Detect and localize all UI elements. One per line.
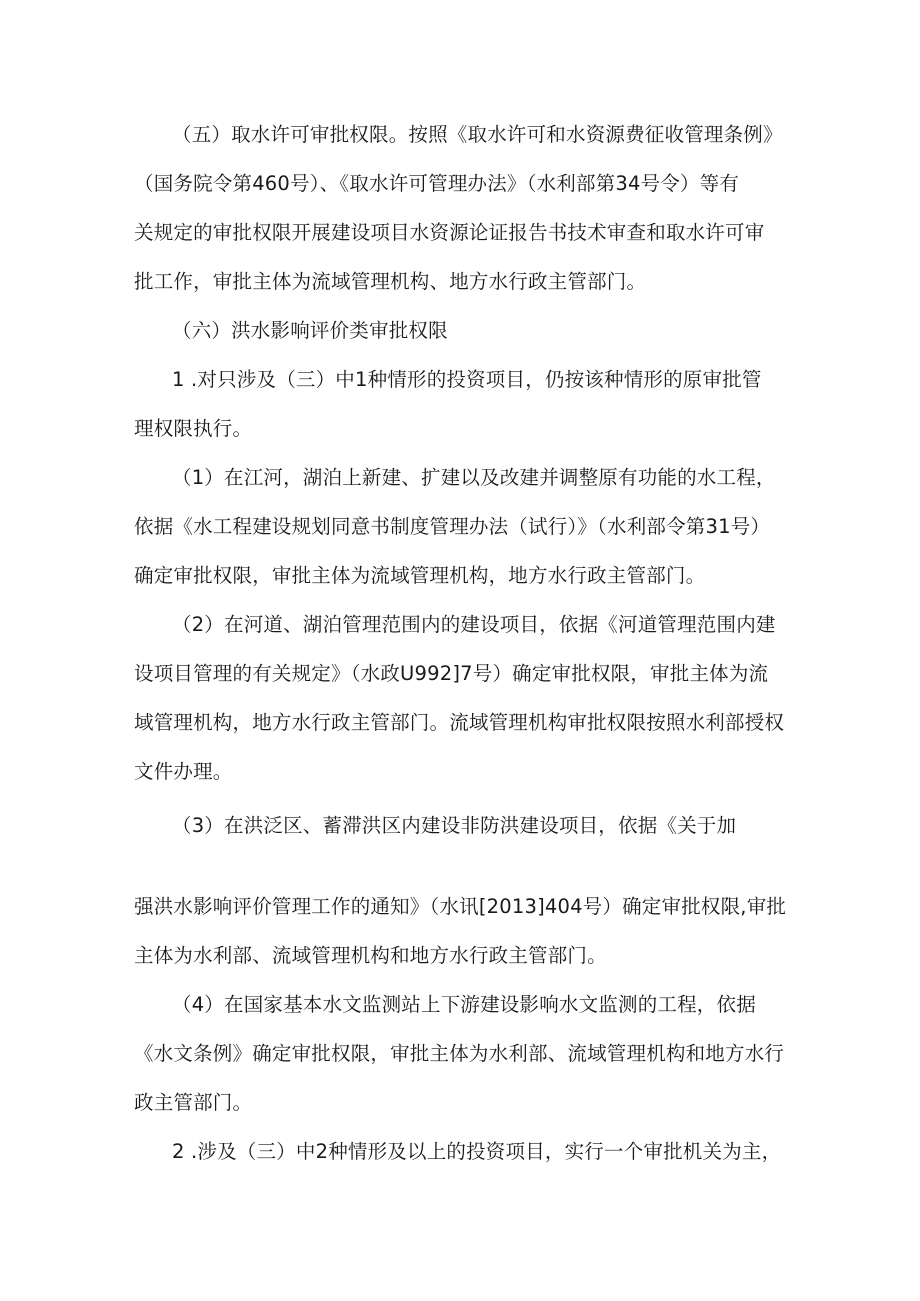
text-line: （2）在河道、湖泊管理范围内的建设项目，依据《河道管理范围内建 — [172, 613, 776, 636]
text-line: 强洪水影响评价管理工作的通知》（水讯[2013]404号）确定审批权限,审批 — [134, 895, 787, 918]
text-line: 批工作，审批主体为流域管理机构、地方水行政主管部门。 — [134, 270, 647, 293]
text-line: 确定审批权限，审批主体为流域管理机构，地方水行政主管部门。 — [134, 564, 706, 587]
text-line: （3）在洪泛区、蓄滞洪区内建设非防洪建设项目，依据《关于加 — [172, 814, 737, 837]
text-line: 文件办理。 — [134, 760, 233, 783]
text-line: （1）在江河，湖泊上新建、扩建以及改建并调整原有功能的水工程， — [172, 466, 776, 489]
text-line: 2 .涉及（三）中2种情形及以上的投资项目，实行一个审批机关为主， — [172, 1140, 782, 1163]
text-line: 域管理机构，地方水行政主管部门。流域管理机构审批权限按照水利部授权 — [134, 711, 785, 734]
section-heading: （六）洪水影响评价类审批权限 — [172, 319, 448, 342]
text-line: 依据《水工程建设规划同意书制度管理办法（试行）》（水利部令第31号） — [134, 515, 771, 538]
text-line: 理权限执行。 — [134, 417, 253, 440]
text-line: 政主管部门。 — [134, 1091, 253, 1114]
text-line: 关规定的审批权限开展建设项目水资源论证报告书技术审查和取水许可审 — [134, 221, 765, 244]
text-line: 《水文条例》确定审批权限，审批主体为水利部、流域管理机构和地方水行 — [134, 1042, 785, 1065]
text-line: （五）取水许可审批权限。按照《取水许可和水资源费征收管理条例》 — [172, 123, 783, 146]
text-line: 主体为水利部、流域管理机构和地方水行政主管部门。 — [134, 944, 607, 967]
text-line: （4）在国家基本水文监测站上下游建设影响水文监测的工程，依据 — [172, 993, 756, 1016]
text-line: 1 .对只涉及（三）中1种情形的投资项目，仍按该种情形的原审批管 — [172, 368, 762, 391]
text-line: 设项目管理的有关规定》（水政U992]7号）确定审批权限，审批主体为流 — [134, 662, 769, 685]
text-line: （国务院令第460号）、《取水许可管理办法》（水利部第34号令）等有 — [134, 172, 740, 195]
